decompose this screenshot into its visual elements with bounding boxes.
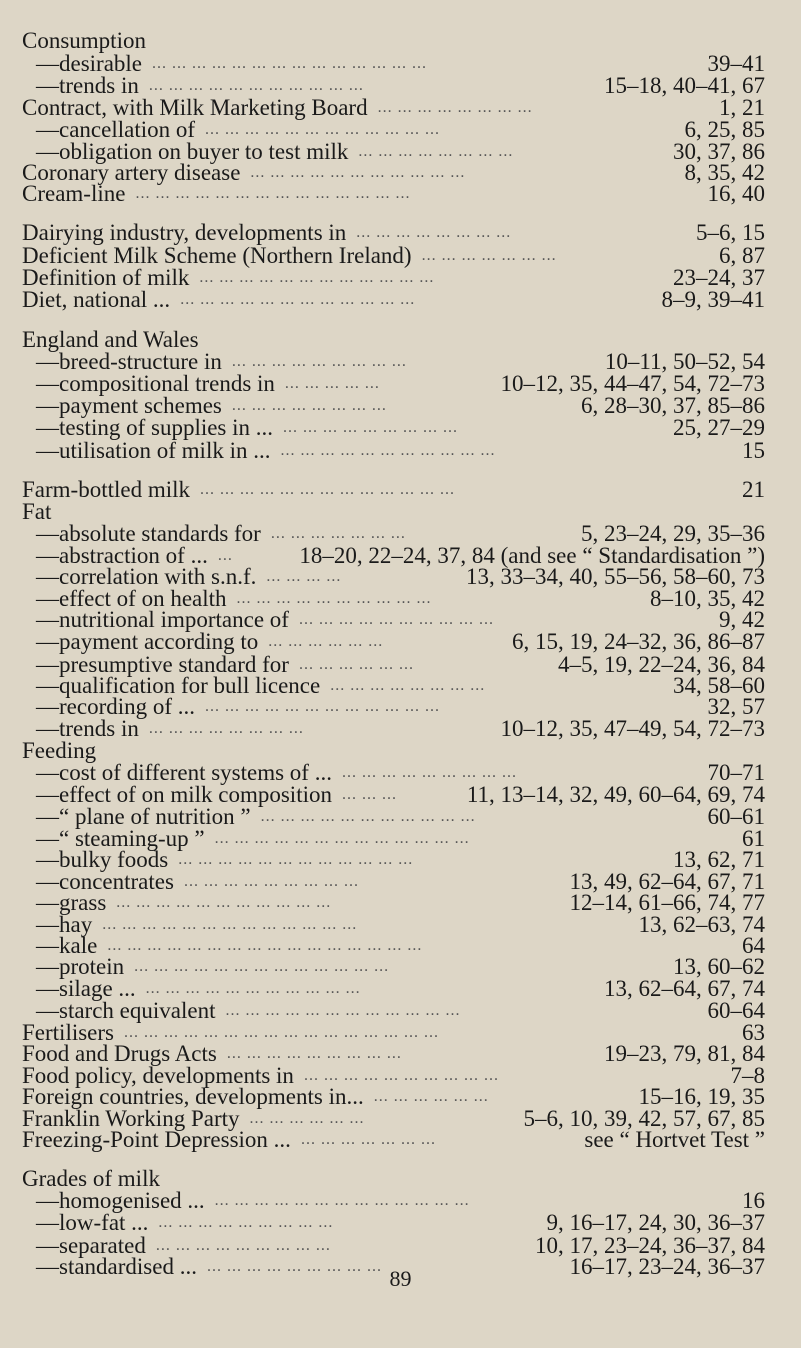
entry-page-refs: 34, 58–60	[673, 673, 765, 698]
entry-page-refs: 12–14, 61–66, 74, 77	[569, 890, 765, 915]
index-entry	[0, 181, 801, 207]
entry-page-refs: 10–12, 35, 47–49, 54, 72–73	[500, 716, 765, 741]
entry-page-refs: 64	[742, 933, 765, 958]
entry-label-recording-of: —recording of ...	[36, 694, 196, 719]
leader-dots: ... ... ... ... ... ...	[268, 633, 384, 650]
entry-page-refs: 5–6, 10, 39, 42, 57, 67, 85	[523, 1106, 765, 1131]
leader-dots: ... ... ... ... ... ... ... ... ... ... ...	[148, 77, 364, 94]
entry-page-refs: 13, 62–64, 67, 74	[604, 976, 765, 1001]
leader-dots: ... ... ... ... ... ... ... ... ...	[155, 1237, 331, 1254]
entry-page-refs: see “ Hortvet Test ”	[584, 1127, 765, 1152]
entry-page-refs: 9, 42	[719, 607, 765, 632]
entry-page-refs: 15–18, 40–41, 67	[604, 73, 765, 98]
entry-page-refs: 60–61	[707, 804, 765, 829]
entry-label-presumptive-standard-for: —presumptive standard for	[36, 652, 289, 677]
leader-dots: ... ... ... ... ... ... ... ... ... ... ... ... ...	[200, 481, 456, 498]
leader-dots: ... ... ... ... ... ... ... ... ... ...	[303, 1067, 499, 1084]
index-entry	[0, 438, 801, 464]
entry-page-refs: 70–71	[707, 760, 765, 785]
entry-page-refs: 8–9, 39–41	[661, 287, 765, 312]
leader-dots: ... ... ... ... ... ... ... ... ... ... ... ... ...	[102, 916, 358, 933]
leader-dots: ... ... ... ... ... ... ... ...	[148, 720, 304, 737]
entry-label-breed-structure-in: —breed-structure in	[36, 349, 222, 374]
entry-page-refs: 16–17, 23–24, 36–37	[569, 1254, 765, 1279]
entry-label-steaming-up: —“ steaming-up ”	[36, 826, 205, 851]
entry-page-refs: 10, 17, 23–24, 36–37, 84	[535, 1233, 765, 1258]
leader-dots: ... ... ...	[341, 786, 397, 803]
entry-page-refs: 15–16, 19, 35	[638, 1084, 765, 1109]
entry-page-refs: 32, 57	[707, 694, 765, 719]
entry-page-refs: 6, 87	[719, 243, 765, 268]
entry-label-correlation-with-s-n-f: —correlation with s.n.f.	[36, 564, 257, 589]
entry-page-refs: 5, 23–24, 29, 35–36	[581, 521, 765, 546]
entry-label-silage: —silage ...	[36, 976, 136, 1001]
entry-label-homogenised: —homogenised ...	[36, 1188, 205, 1213]
leader-dots: ... ... ... ... ... ... ... ... ... ... ... ... ... ... ... ...	[107, 937, 423, 954]
entry-label-kale: —kale	[36, 933, 98, 958]
entry-page-refs: 8–10, 35, 42	[650, 586, 765, 611]
entry-label-standardised: —standardised ...	[36, 1254, 197, 1279]
entry-label-absolute-standards-for: —absolute standards for	[36, 521, 261, 546]
entry-label-farm-bottled-milk: Farm-bottled milk	[22, 477, 191, 502]
entry-label-testing-of-supplies-in: —testing of supplies in ...	[36, 415, 274, 440]
leader-dots: ... ... ... ... ... ... ... ...	[356, 224, 512, 241]
entry-label-hay: —hay	[36, 912, 93, 937]
entry-label-trends-in: —trends in	[36, 73, 139, 98]
entry-page-refs: 11, 13–14, 32, 49, 60–64, 69, 74	[466, 782, 765, 807]
entry-page-refs: 16	[742, 1188, 765, 1213]
entry-label-low-fat: —low-fat ...	[36, 1210, 149, 1235]
leader-dots: ... ... ... ... ... ... ... ... ...	[226, 1045, 402, 1062]
index-entry	[0, 287, 801, 313]
entry-label-effect-of-on-milk-composition: —effect of on milk composition	[36, 782, 332, 807]
entry-page-refs: 21	[742, 477, 765, 502]
leader-dots: ... ... ... ... ... ... ... ... ...	[283, 419, 459, 436]
entry-page-refs: 15	[742, 438, 765, 463]
leader-dots: ... ... ... ... ... ... ... ... ... ... ... ...	[205, 698, 441, 715]
entry-label-consumption: Consumption	[22, 28, 146, 53]
entry-page-refs: 10–11, 50–52, 54	[604, 349, 765, 374]
entry-label-foreign-countries-developments-in: Foreign countries, developments in...	[22, 1084, 364, 1109]
entry-page-refs: 10–12, 35, 44–47, 54, 72–73	[500, 371, 765, 396]
entry-label-protein: —protein	[36, 954, 125, 979]
leader-dots: ... ... ... ... ... ... ... ... ... ... ...	[280, 442, 496, 459]
entry-page-refs: 13, 62–63, 74	[638, 912, 765, 937]
entry-label-contract-with-milk-marketing-board: Contract, with Milk Marketing Board	[22, 95, 368, 120]
entry-label-concentrates: —concentrates	[36, 869, 174, 894]
entry-label-fertilisers: Fertilisers	[22, 1020, 114, 1045]
entry-page-refs: 61	[742, 826, 765, 851]
entry-page-refs: 60–64	[707, 998, 765, 1023]
entry-label-utilisation-of-milk-in: —utilisation of milk in ...	[36, 438, 271, 463]
leader-dots: ... ... ... ... ... ... ... ... ... ... ... ...	[225, 1002, 461, 1019]
leader-dots: ... ... ... ... ... ... ...	[421, 247, 557, 264]
entry-label-food-and-drugs-acts: Food and Drugs Acts	[22, 1041, 217, 1066]
entry-label-cream-line: Cream-line	[22, 181, 126, 206]
entry-page-refs: 8, 35, 42	[684, 160, 765, 185]
entry-page-refs: 13, 62, 71	[673, 847, 765, 872]
entry-page-refs: 63	[742, 1020, 765, 1045]
entry-page-refs: 1, 21	[719, 95, 765, 120]
entry-label-bulky-foods: —bulky foods	[36, 847, 169, 872]
entry-page-refs: 13, 33–34, 40, 55–56, 58–60, 73	[466, 564, 765, 589]
entry-label-grades-of-milk: Grades of milk	[22, 1166, 160, 1191]
entry-label-cost-of-different-systems-of: —cost of different systems of ...	[36, 760, 332, 785]
entry-label-definition-of-milk: Definition of milk	[22, 265, 190, 290]
leader-dots: ... ... ... ... ... ... ... ...	[330, 677, 486, 694]
entry-label-payment-according-to: —payment according to	[36, 629, 259, 654]
entry-label-nutritional-importance-of: —nutritional importance of	[36, 607, 289, 632]
leader-dots: ... ... ... ... ... ... ... ...	[358, 143, 514, 160]
leader-dots: ... ... ... ... ... ...	[249, 1110, 365, 1127]
entry-page-refs: 25, 27–29	[673, 415, 765, 440]
leader-dots: ... ... ... ... ... ... ... ...	[377, 99, 533, 116]
leader-dots: ... ... ... ... ... ... ... ... ... ... ... ...	[178, 851, 414, 868]
entry-label-payment-schemes: —payment schemes	[36, 393, 222, 418]
entry-label-dairying-industry-developments-in: Dairying industry, developments in	[22, 220, 347, 245]
entry-page-refs: 6, 25, 85	[684, 117, 765, 142]
leader-dots: ... ... ... ... ... ... ... ... ... ... ...	[116, 894, 332, 911]
leader-dots: ... ... ... ... ... ... ... ... ... ... ...	[250, 164, 466, 181]
entry-label-coronary-artery-disease: Coronary artery disease	[22, 160, 241, 185]
entry-page-refs: 4–5, 19, 22–24, 36, 84	[558, 652, 765, 677]
entry-label-plane-of-nutrition: —“ plane of nutrition ”	[36, 804, 251, 829]
leader-dots: ... ... ... ... ... ... ... ... ...	[341, 764, 517, 781]
entry-label-food-policy-developments-in: Food policy, developments in	[22, 1063, 294, 1088]
leader-dots: ... ... ... ... ... ... ... ... ... ... ... ...	[205, 121, 441, 138]
entry-label-fat: Fat	[22, 499, 52, 524]
leader-dots: ... ... ... ... ... ... ... ... ... ... ... ... ... ...	[135, 185, 411, 202]
leader-dots: ... ... ... ... ... ... ... ...	[231, 397, 387, 414]
entry-label-freezing-point-depression: Freezing-Point Depression ...	[22, 1127, 291, 1152]
entry-label-effect-of-on-health: —effect of on health	[36, 586, 227, 611]
entry-page-refs: 9, 16–17, 24, 30, 36–37	[546, 1210, 765, 1235]
index-entry	[0, 1127, 801, 1153]
entry-label-deficient-milk-scheme-northern-ireland: Deficient Milk Scheme (Northern Ireland)	[22, 243, 412, 268]
entry-label-desirable: —desirable	[36, 51, 143, 76]
entry-label-feeding: Feeding	[22, 738, 97, 763]
leader-dots: ... ... ... ... ... ... ... ... ... ... ... ... ... ...	[152, 55, 428, 72]
leader-dots: ... ... ... ... ... ... ... ... ...	[206, 1258, 382, 1275]
leader-dots: ... ... ... ... ... ... ... ... ...	[231, 353, 407, 370]
entry-label-qualification-for-bull-licence: —qualification for bull licence	[36, 673, 321, 698]
entry-label-starch-equivalent: —starch equivalent	[36, 998, 216, 1023]
leader-dots: ...	[217, 547, 233, 564]
leader-dots: ... ... ... ... ... ... ... ... ...	[183, 873, 359, 890]
entry-page-refs: 6, 15, 19, 24–32, 36, 86–87	[512, 629, 765, 654]
entry-label-abstraction-of: —abstraction of ...	[36, 543, 208, 568]
leader-dots: ... ... ... ... ... ... ... ... ... ... ...	[260, 808, 476, 825]
entry-label-obligation-on-buyer-to-test-milk: —obligation on buyer to test milk	[36, 139, 349, 164]
entry-page-refs: 18–20, 22–24, 37, 84 (and see “ Standardisation ”)	[299, 543, 765, 568]
entry-page-refs: 13, 49, 62–64, 67, 71	[569, 869, 765, 894]
leader-dots: ... ... ... ... ... ... ... ... ... ...	[298, 611, 494, 628]
entry-label-england-and-wales: England and Wales	[22, 327, 199, 352]
entry-page-refs: 6, 28–30, 37, 85–86	[581, 393, 765, 418]
leader-dots: ... ... ... ... ... ... ... ... ... ... ... ... ...	[214, 1192, 470, 1209]
leader-dots: ... ... ... ... ... ... ... ... ... ... ... ...	[199, 269, 435, 286]
leader-dots: ... ... ... ... ... ...	[298, 656, 414, 673]
leader-dots: ... ... ... ... ...	[284, 375, 380, 392]
leader-dots: ... ... ... ... ... ... ... ... ... ...	[236, 590, 432, 607]
entry-label-franklin-working-party: Franklin Working Party	[22, 1106, 240, 1131]
leader-dots: ... ... ... ... ... ... ... ... ... ... ...	[145, 980, 361, 997]
leader-dots: ... ... ... ...	[266, 568, 342, 585]
leader-dots: ... ... ... ... ... ... ...	[300, 1131, 436, 1148]
entry-label-grass: —grass	[36, 890, 107, 915]
leader-dots: ... ... ... ... ... ... ... ... ... ... ... ... ... ... ... ...	[124, 1024, 439, 1041]
entry-label-trends-in: —trends in	[36, 716, 139, 741]
page-number: 89	[389, 1266, 412, 1291]
entry-page-refs: 16, 40	[707, 181, 765, 206]
entry-page-refs: 5–6, 15	[696, 220, 765, 245]
leader-dots: ... ... ... ... ... ... ...	[270, 525, 406, 542]
leader-dots: ... ... ... ... ... ... ... ... ...	[158, 1214, 334, 1231]
entry-page-refs: 19–23, 79, 81, 84	[604, 1041, 765, 1066]
entry-label-compositional-trends-in: —compositional trends in	[36, 371, 275, 396]
entry-page-refs: 30, 37, 86	[673, 139, 765, 164]
leader-dots: ... ... ... ... ... ... ... ... ... ... ... ... ...	[214, 830, 470, 847]
entry-page-refs: 7–8	[730, 1063, 765, 1088]
entry-label-separated: —separated	[36, 1233, 146, 1258]
entry-page-refs: 13, 60–62	[673, 954, 765, 979]
entry-label-diet-national: Diet, national ...	[22, 287, 171, 312]
leader-dots: ... ... ... ... ... ... ... ... ... ... ... ...	[180, 291, 416, 308]
entry-page-refs: 23–24, 37	[673, 265, 765, 290]
leader-dots: ... ... ... ... ... ...	[373, 1088, 489, 1105]
entry-page-refs: 39–41	[707, 51, 765, 76]
entry-label-cancellation-of: —cancellation of	[36, 117, 196, 142]
leader-dots: ... ... ... ... ... ... ... ... ... ... ... ... ...	[134, 958, 390, 975]
